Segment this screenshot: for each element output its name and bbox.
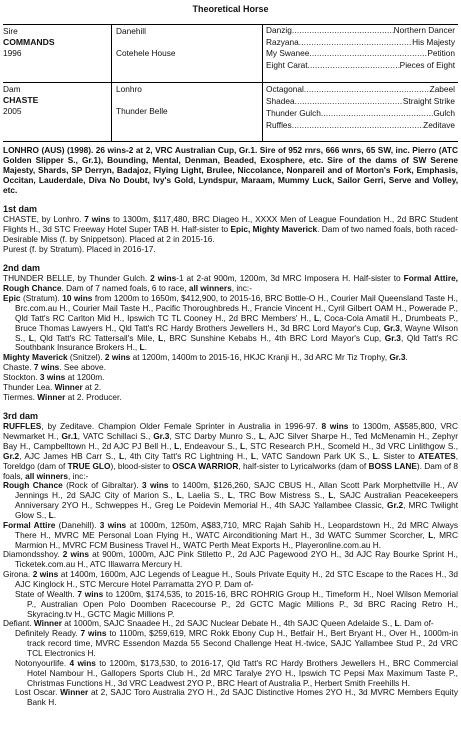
pedigree-divider: [111, 25, 112, 141]
foal-rough-chance: Rough Chance (Rock of Gibraltar). 3 wins to 1400m, $126,260, SAJC CBUS H., Allan Scott Park Morphettville H., AV Jennings H., 2d SAJC City of Marion S., L, Laelia S., L, TRC Bow Mistress S., L, SAJC Australian Peacekeepers Anniversary 2YO H., Schweppes H., Greg Le Poidevin Memorial H., 4th SAJC Yallambee Classic, Gr.2, MRC Twilight Glow S., L.: [3, 480, 459, 520]
ancestor-sire: Gulch: [433, 109, 455, 118]
pedigree-ancestor: [266, 61, 455, 72]
first-dam-foal: Desirable Miss (f. by Snippetson). Placed at 2 in 2015-16.: [3, 234, 215, 245]
first-dam-entry: CHASTE, by Lonhro. 7 wins to 1300m, $117,480, BRC Diageo H., XXXX Men of League Foundation H., 2d BRC Student Flights H., 3d STC Freeway Hotel Super TAB H. Half-sister to Epic, Mighty Maverick. Dam of two named foals, both raced-: [3, 214, 458, 235]
pedigree-divider: [262, 25, 263, 141]
ancestor-name: Razyana: [266, 38, 299, 47]
ancestor-sire: Northern Dancer: [393, 26, 455, 35]
second-dam-heading: 2nd dam: [3, 262, 41, 273]
ancestor-sire: Pieces of Eight: [399, 61, 455, 70]
ancestor-name: My Swanee: [266, 49, 310, 58]
ancestor-name: Eight Carat: [266, 61, 308, 70]
third-dam-heading: 3rd dam: [3, 410, 39, 421]
sire-year: 1996: [3, 48, 22, 58]
sire-name: COMMANDS: [3, 37, 55, 47]
ancestor-sire: Straight Strike: [402, 97, 455, 106]
foal-diamondsshoy: Diamondsshoy. 2 wins at 900m, 1000m, AJC Pink Stiletto P., 2d AJC Pagewood 2YO H., 3d AJC Ray Bourke Sprint H., Ticketek.com.au H., ATC Illawarra Mercury H.: [3, 549, 458, 570]
foal-formal-attire: Formal Attire (Danehill). 3 wins at 1000m, 1250m, A$83,710, MRC Rajah Sahib H., Leopardstown H., 2d MRC Always There H., MVRC ME Personal Loan Flying H., WATC Airconditioning Mart H., 3d WATC Summer Scorcher, L, MRC Marmion H., MVRC FCM Business Travel H., WATC Perth Meat Exports H., Playeronline.com.au H.: [3, 519, 458, 550]
foal-defiant: Defiant. Winner at 1000m, SAJC Snaadee H., 2d SAJC Nuclear Debate H., 4th SAJC Queen Adelaide S., L. Dam of-: [3, 618, 434, 629]
pedigree-ancestor: [266, 109, 455, 120]
ancestor-name: Danzig: [266, 26, 292, 35]
foal-stockton: Stockton. 3 wins at 1200m.: [3, 372, 105, 383]
ancestor-name: Ruffles: [266, 121, 292, 130]
pedigree-ancestor: [266, 38, 455, 49]
dam-label: Dam: [3, 84, 21, 94]
page-title: Theoretical Horse: [192, 4, 269, 14]
ancestor-sire: His Majesty: [412, 38, 455, 47]
pedigree-ancestor: [266, 85, 455, 96]
granddaughter-lost-oscar: Lost Oscar. Winner at 2, SAJC Toro Australia 2YO H., 2d SAJC Distinctive Homes 2YO H., 3d MVRC Members Equity Bank H.: [15, 687, 458, 708]
dam-year: 2005: [3, 106, 22, 116]
pedigree-ancestor: [266, 26, 455, 37]
dam-dam: Thunder Belle: [116, 106, 168, 116]
ancestor-name: Shadea: [266, 97, 295, 106]
granddaughter-state-of-wealth: State of Wealth. 7 wins to 1200m, $174,535, to 2015-16, BRC ROHRIG Group H., Timeform H., Noel Wilson Memorial P., Australian Open Polo Doomben Racecourse P., 2d GCTC Magic Millions P., 3d BRC Racing Retro H., Skyracing.tv H., GCTC Magic Millions P.: [15, 588, 458, 619]
pedigree-table: [3, 24, 458, 142]
foal-girona: Girona. 2 wins at 1400m, 1600m, AJC Legends of League H., Souls Private Equity H., 2d STC Escape to the Races H., 3d AJC Kinglock H., STC Mercure Hotel Parramatta 2YO P. Dam of-: [3, 569, 458, 589]
foal-tiermes: Tiermes. Winner at 2. Producer.: [3, 391, 122, 402]
ancestor-sire: Petition: [427, 49, 455, 58]
ancestor-name: Octagonal: [266, 85, 304, 94]
foal-mighty-maverick: Mighty Maverick (Snitzel). 2 wins at 1200m, 1400m to 2015-16, HKJC Kranji H., 3d ARC Mr Tiz Trophy, Gr.3.: [3, 352, 408, 363]
sire-summary: LONHRO (AUS) (1998). 26 wins-2 at 2, VRC Australian Cup, Gr.1. Sire of 952 rnrs, 666 wnrs, 65 SW, inc. Pierro (ATC Golden Slipper S., Gr.1), Bounding, Mental, Denman, Beaded, Exosphere, etc. Sire of the dams of SW Serene Majesty, Shards, SP Derryn, Badajoz, Flying Light, Brulee, Niccolance, Nonpareil and of Morton's Fork, Emphasis, Occitan, Lauderdale, Diva No Doubt, Ivy's Gold, Lyndspur, Maraam, Mummy Luck, Sailor Gerri, Serve and Volley, etc.: [3, 145, 458, 195]
granddaughter-notonyourlife: Notonyourlife. 4 wins to 1200m, $173,530, to 2016-17, Qld Tatt's RC Hardy Brothers Jewellers H., BRC Commercial Hotel Nambour H., Gallopers Sports Club H., 2d MRC Taralye 2YO H., Ipswich TC Pepsi Max Maximum Taste P., Christmas Functions H., 3d VRC Leadwest 2YO P., BRC Heart of Australia P., Herbert Smith Freehills H.: [15, 657, 458, 688]
sire-sire: Danehill: [116, 26, 146, 36]
pedigree-divider: [3, 82, 458, 83]
ancestor-sire: Zabeel: [429, 85, 455, 94]
sire-label: Sire: [3, 26, 18, 36]
foal-epic: Epic (Stratum). 10 wins from 1200m to 1650m, $412,900, to 2015-16, BRC Bottle-O H., Courier Mail Queensland Taste H., Brc.com.au H., Courier Mail Taste H., Pacific Thoroughbreds H., Francie Vincent H., Cyril Gilbert OAM H., Powerade P., Qld Tatt's RC Carlton Mid H., Ipswich TC TL Cooney H., 2d BRC Members' H., L, Coca-Cola Amatil H., Drumbeats P., Bruce Thomas Lawyers H., Qld Tatt's RC Hardy Brothers Jewellers H., 3d BRC Lord Mayor's Cup, Gr.3, Wayne Wilson S., L, Qld Tatt's RC Tattersall's Mile, L, BRC Sunshine Kebabs H., 4th BRC Lord Mayor's Cup, Gr.3, Qld Tatt's RC Southbank Insurance Brokers H., L.: [3, 293, 459, 353]
second-dam-entry: THUNDER BELLE, by Thunder Gulch. 2 wins-1 at 2-at 900m, 1200m, 3d MRC Imposera H. Half-sister to Formal Attire, Rough Chance. Dam of 7 named foals, 6 to race, all winners, inc:-: [3, 273, 458, 294]
ancestor-sire: Zeditave: [423, 121, 455, 130]
foal-thunder-lea: Thunder Lea. Winner at 2.: [3, 381, 102, 392]
pedigree-ancestor: [266, 49, 455, 60]
dam-name: CHASTE: [3, 95, 39, 105]
pedigree-ancestor: [266, 97, 455, 108]
dam-sire: Lonhro: [116, 84, 142, 94]
foal-chaste: Chaste. 7 wins. See above.: [3, 362, 106, 373]
ancestor-name: Thunder Gulch: [266, 109, 321, 118]
pedigree-ancestor: [266, 121, 455, 132]
granddaughter-definitely-ready: Definitely Ready. 7 wins to 1100m, $259,619, MRC Rokk Ebony Cup H., Betfair H., Bert Bryant H., Over H., 1000m-in track record time, MVRC Essendon Mazda 55 Second Challenge Heat H.-twice, SAJC Yallambee Stud P., 2d VRC TCL Electronics H.: [15, 628, 459, 658]
first-dam-foal: Purest (f. by Stratum). Placed in 2016-17.: [3, 243, 156, 254]
third-dam-entry: RUFFLES, by Zeditave. Champion Older Female Sprinter in Australia in 1996-97. 8 wins to 1300m, A$585,800, VRC Newmarket H., Gr.1, VATC Schillaci S., Gr.3, STC Darby Munro S., L, AJC Silver Sharpe H., Ted McMenamin H., Zephyr Bay H., Campbelltown H., 2d AJC PJ Bell H., L, Endeavour S., L, STC Research P.H., Scomeld H., 3d VRC Linlithgow S., Gr.2, AJC James HB Carr S., L, 4th City Tatt's RC Lightning H., L, VATC Sandown Park UK S., L. Sister to ATEATES, Toreldgo (dam of TRUE GLO), blood-sister to OSCA WARRIOR, half-sister to Lyricalworks (dam of BOSS LANE). Dam of 8 foals, all winners, inc:-: [3, 421, 459, 481]
sire-dam: Cotehele House: [116, 48, 176, 58]
first-dam-heading: 1st dam: [3, 203, 38, 214]
